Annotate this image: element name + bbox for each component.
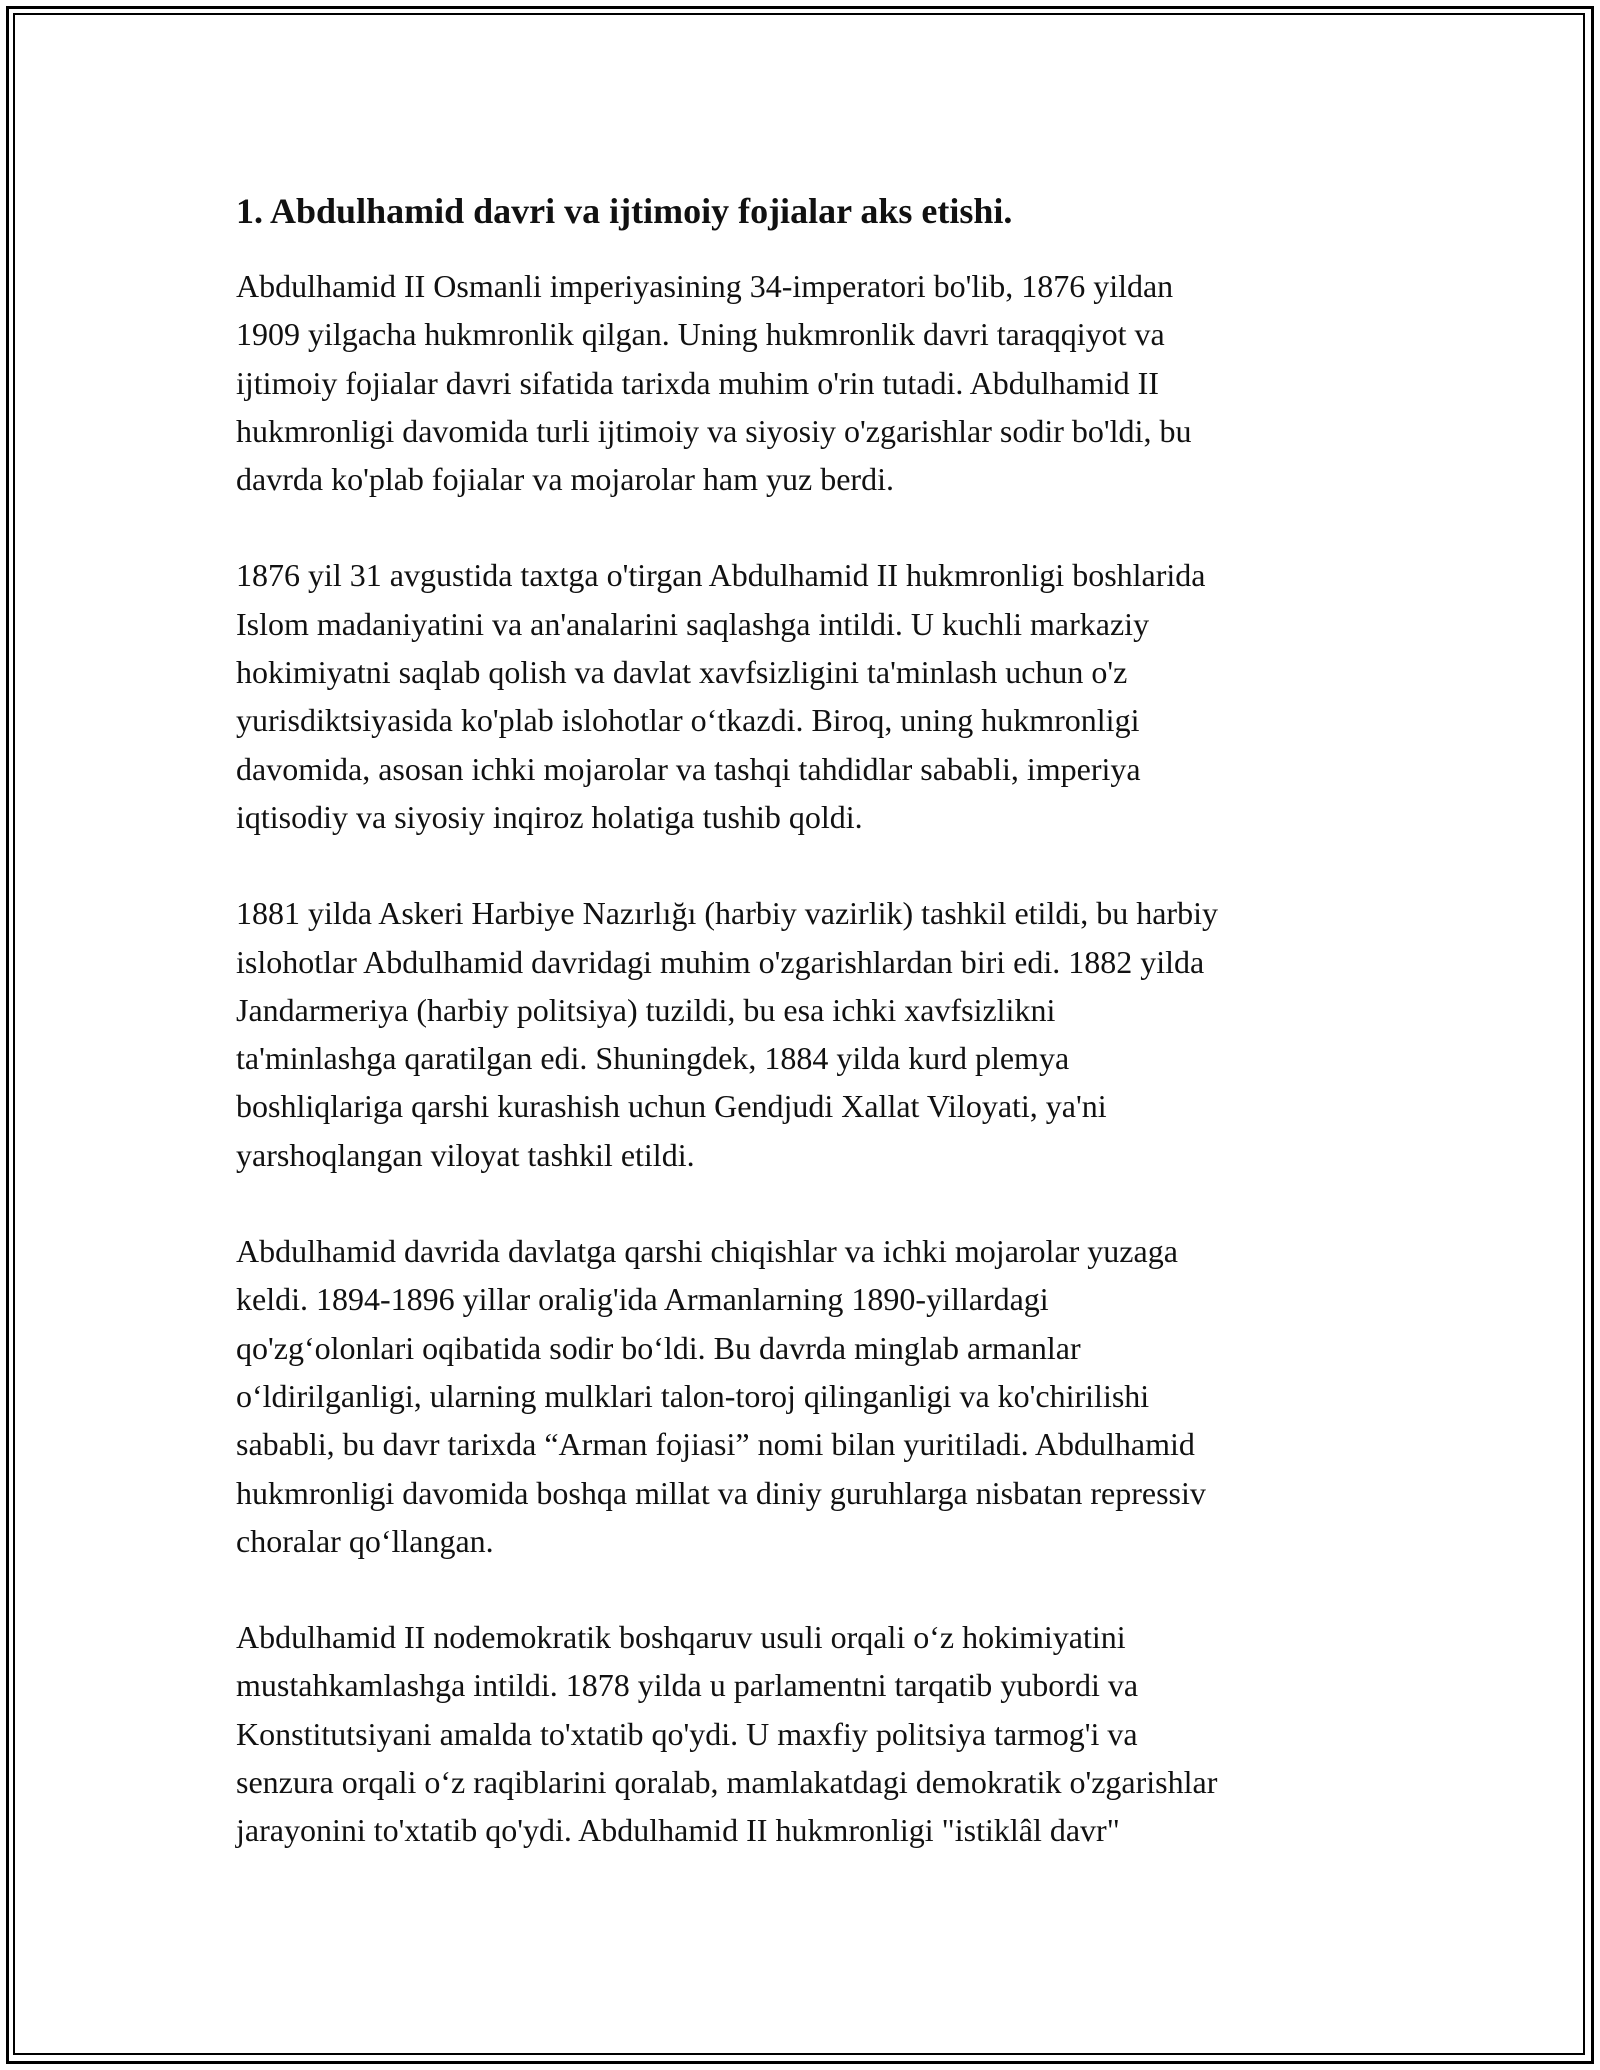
document-body — [236, 186, 1376, 1903]
paragraph-2: 1876 yil 31 avgustida taxtga o'tirgan Abdulhamid II hukmronligi boshlarida Islom madaniyatini va an'analarini saqlashga intildi. U kuchli markaziy hokimiyatni saqlab qolish va davlat xavfsizligini ta'minlash uchun o'z yurisdiktsiyasida ko'plab islohotlar o‘tkazdi. Biroq, uning hukmronligi davomida, asosan ichki mojarolar va tashqi tahdidlar sababli, imperiya iqtisodiy va siyosiy inqiroz holatiga tushib qoldi. — [236, 557, 1206, 835]
paragraph-5: Abdulhamid II nodemokratik boshqaruv usuli orqali o‘z hokimiyatini mustahkamlashga intildi. 1878 yilda u parlamentni tarqatib yubordi va Konstitutsiyani amalda to'xtatib qo'ydi. U maxfiy politsiya tarmog'i va senzura orqali o‘z raqiblarini qoralab, mamlakatdagi demokratik o'zgarishlar jarayonini to'xtatib qo'ydi. Abdulhamid II hukmronligi "istiklâl davr" — [236, 1619, 1218, 1849]
paragraph-1: Abdulhamid II Osmanli imperiyasining 34-imperatori bo'lib, 1876 yildan 1909 yilgacha hukmronlik qilgan. Uning hukmronlik davri taraqqiyot va ijtimoiy fojialar davri sifatida tarixda muhim o'rin tutadi. Abdulhamid II hukmronligi davomida turli ijtimoiy va siyosiy o'zgarishlar sodir bo'ldi, bu davrda ko'plab fojialar va mojarolar ham yuz berdi. — [236, 268, 1192, 498]
paragraph-4: Abdulhamid davrida davlatga qarshi chiqishlar va ichki mojarolar yuzaga keldi. 1894-1896 yillar oralig'ida Armanlarning 1890-yillardagi qo'zg‘olonlari oqibatida sodir bo‘ldi. Bu davrda minglab armanlar o‘ldirilganligi, ularning mulklari talon-toroj qilinganligi va ko'chirilishi sababli, bu davr tarixda “Arman fojiasi” nomi bilan yuritiladi. Abdulhamid hukmronligi davomida boshqa millat va diniy guruhlarga nisbatan repressiv choralar qo‘llangan. — [236, 1233, 1206, 1559]
paragraph-3: 1881 yilda Askeri Harbiye Nazırlığı (harbiy vazirlik) tashkil etildi, bu harbiy islohotlar Abdulhamid davridagi muhim o'zgarishlardan biri edi. 1882 yilda Jandarmeriya (harbiy politsiya) tuzildi, bu esa ichki xavfsizlikni ta'minlashga qaratilgan edi. Shuningdek, 1884 yilda kurd plemya boshliqlariga qarshi kurashish uchun Gendjudi Xallat Viloyati, ya'ni yarshoqlangan viloyat tashkil etildi. — [236, 895, 1218, 1173]
section-heading: 1. Abdulhamid davri va ijtimoiy fojialar aks etishi. — [236, 191, 1013, 231]
